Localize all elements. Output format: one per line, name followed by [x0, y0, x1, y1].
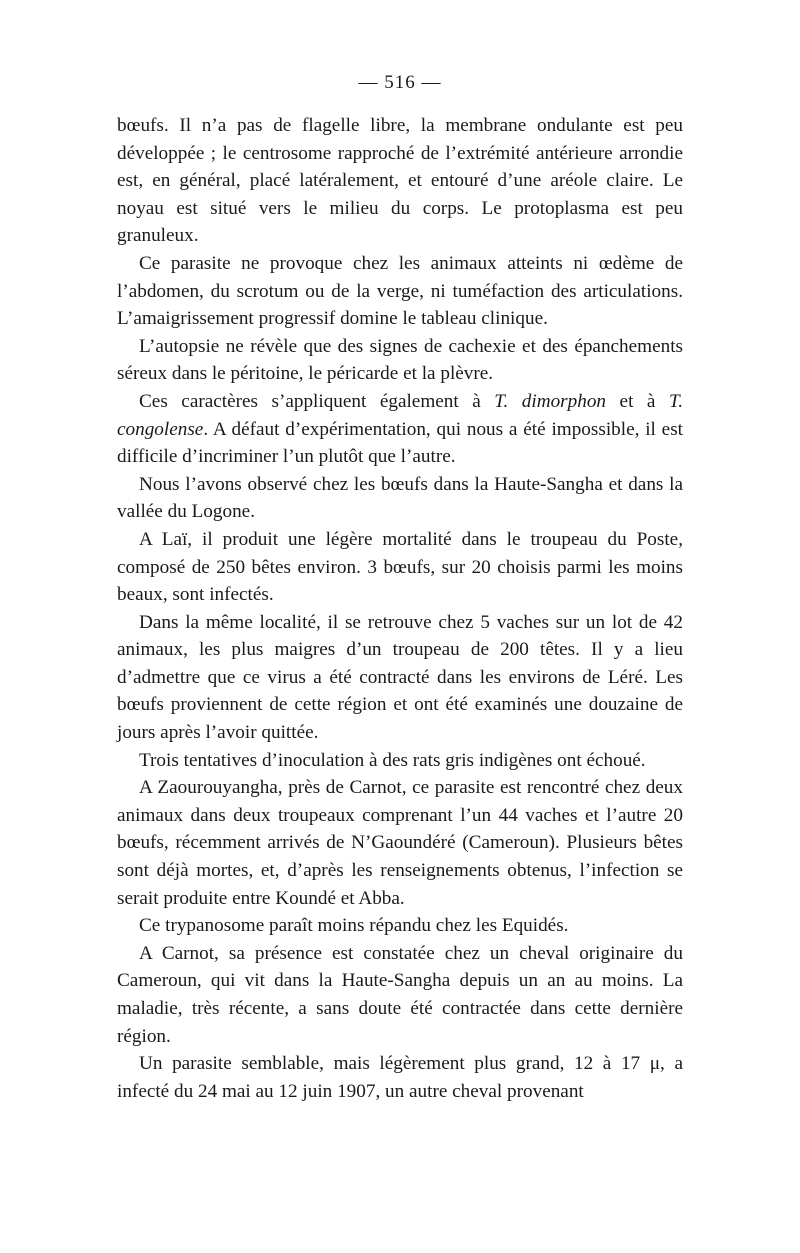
paragraph: A Zaourouyangha, près de Carnot, ce parasite est rencontré chez deux animaux dans deux troupeaux comprenant l’un 44 vaches et l’autre 20 bœufs, récemment arrivés de N’Gaoundéré (Cameroun). Plusieurs bêtes sont déjà mortes, et, d’après les renseignements obtenus, l’infection se serait produite entre Koundé et Abba.: [117, 777, 683, 909]
paragraph: Un parasite semblable, mais légèrement plus grand, 12 à 17 μ, a infecté du 24 mai au 12 juin 1907, un autre cheval provenant: [117, 1053, 683, 1102]
paragraph: Dans la même localité, il se retrouve chez 5 vaches sur un lot de 42 animaux, les plus maigres d’un troupeau de 200 têtes. Il y a lieu d’admettre que ce virus a été contracté dans les environs de Léré. Les bœufs proviennent de cette région et ont été examinés une douzaine de jours après l’avoir quittée.: [117, 611, 683, 744]
species-name: T. congolense: [117, 390, 683, 440]
comparison-text-before: Ces caractères s’appliquent également à: [139, 390, 495, 412]
comparison-text-mid: et à: [606, 390, 669, 412]
species-name: T. dimorphon: [494, 390, 607, 412]
paragraph: Nous l’avons observé chez les bœufs dans la Haute-Sangha et dans la vallée du Logone.: [117, 473, 683, 523]
paragraph: Trois tentatives d’inoculation à des rats gris indigènes ont échoué.: [139, 749, 646, 771]
paragraph: Ce parasite ne provoque chez les animaux atteints ni œdème de l’abdomen, du scrotum ou de la verge, ni tuméfaction des articulations. L’amaigrissement progressif domine le tableau clinique.: [117, 252, 683, 330]
body-text: [117, 112, 683, 1105]
paragraph: A Carnot, sa présence est constatée chez un cheval originaire du Cameroun, qui vit dans la Haute-Sangha depuis un an au moins. La maladie, très récente, a sans doute été contractée dans cette dernière région.: [117, 942, 683, 1047]
comparison-text-after: . A défaut d’expérimentation, qui nous a été impossible, il est difficile d’incriminer l’un plutôt que l’autre.: [117, 418, 683, 468]
paragraph: Ce trypanosome paraît moins répandu chez les Equidés.: [139, 915, 569, 937]
paragraph-comparison: [117, 388, 683, 471]
paragraph: L’autopsie ne révèle que des signes de cachexie et des épanchements séreux dans le péritoine, le péricarde et la plèvre.: [117, 335, 683, 385]
page-number: — 516 —: [358, 72, 442, 93]
paragraph: bœufs. Il n’a pas de flagelle libre, la membrane ondulante est peu développée ; le centrosome rapproché de l’extrémité antérieure arrondie est, en général, placé latéralement, et entouré d’une aréole claire. Le noyau est situé vers le milieu du corps. Le protoplasma est peu granuleux.: [117, 115, 683, 247]
paragraph: A Laï, il produit une légère mortalité dans le troupeau du Poste, composé de 250 bêtes environ. 3 bœufs, sur 20 choisis parmi les moins beaux, sont infectés.: [117, 528, 683, 606]
